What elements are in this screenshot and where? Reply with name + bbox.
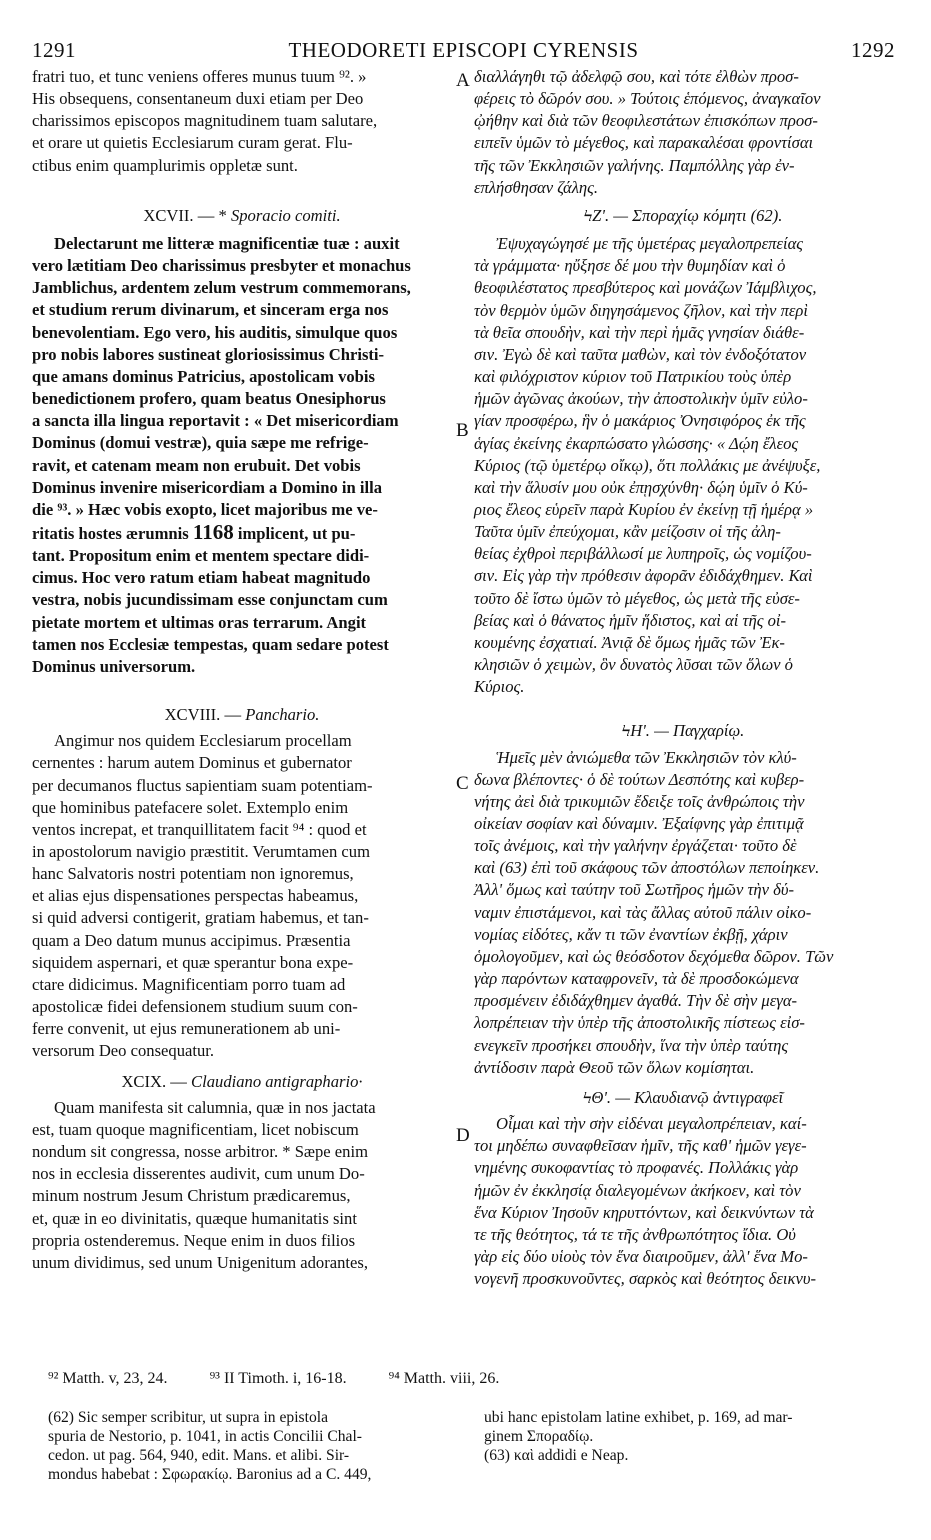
text-line: λοπρέπειαν τὴν ὑπὲρ τῆς ἀποστολικῆς πίστεως εἰσ-: [474, 1013, 805, 1033]
text-line: cernentes : harum autem Dominus et gubernator: [32, 753, 352, 773]
text-line: γὰρ εἰς δύο υἱοὺς τὸν ἕνα διαιροῦμεν, ἀλλ' ἕνα Μο-: [474, 1246, 808, 1266]
text-line: επλήσθησαν ζάλης.: [474, 177, 599, 197]
text-line: θεοφιλέστατος πρεσβύτερος καὶ μονάζων Ἰάμβλιχος,: [474, 278, 817, 298]
text-line: ειπεῖν ὑμῶν τὸ μέγεθος, καὶ παρακαλέσαι φροντίσαι: [474, 133, 814, 153]
text-line: et orare ut quietis Ecclesiarum curam gerat. Flu-: [32, 133, 353, 153]
text-line: ventos increpat, et tranquillitatem facit ⁹⁴ : quod et: [32, 819, 367, 839]
footnotes-left: [48, 1408, 454, 1484]
letter-97-heading-greek: ϞΖʹ. — Σποραχίῳ κόμητι (62).: [583, 205, 783, 225]
text-line: ἀντίδοσιν παρὰ Θεοῦ τῶν ὅλων κομίσηται.: [474, 1057, 755, 1077]
text-line: καὶ τὴν ἅλυσίν μου οὐκ ἐπῃσχύνθη· δῴη ὑμῖν ὁ Κύ-: [474, 477, 808, 497]
letter-98-latin: [32, 730, 452, 1062]
text-line: διαλλάγηθι τῷ ἀδελφῷ σου, καὶ τότε ἐλθὼν προσ-: [474, 67, 799, 86]
text-line: siquidem aspernari, et quæ sperantur bona expe-: [32, 952, 354, 972]
text-line: Angimur nos quidem Ecclesiarum procellam: [54, 731, 352, 751]
text-line: que hominibus patefacere solet. Extemplo enim: [32, 797, 349, 817]
text-segment: implicent, ut pu-: [237, 523, 356, 543]
heading-number: XCVII. — *: [143, 205, 227, 225]
text-line: vero lætitiam Deo charissimus presbyter et monachus: [32, 256, 411, 276]
latin-column: [32, 66, 452, 1274]
text-line: fratri tuo, et tunc veniens offeres munus tuum ⁹². »: [32, 67, 367, 86]
text-line: ferre convenit, ut ejus remunerationem ab uni-: [32, 1019, 341, 1039]
text-line: κλησιῶν ὁ χειμὼν, ὃν δυνατὸς λῦσαι τῶν ὅλων ὁ: [474, 655, 793, 675]
text-line: τε τῆς θεότητος, τά τε τῆς ἀνθρωπότητος ἴδια. Οὐ: [474, 1224, 796, 1244]
text-line: φέρεις τὸ δῶρόν σου. » Τούτοις ἑπόμενος, ἀναγκαῖον: [474, 89, 821, 109]
scripture-ref: ⁹⁴ Matth. viii, 26.: [388, 1370, 500, 1387]
text-line: a sancta illa lingua reportavit : « Det misericordiam: [32, 411, 399, 431]
text-line: οἰκείαν σοφίαν καὶ δύναμιν. Ἐξαίφνης γὰρ ἐπιτιμᾷ: [474, 814, 804, 833]
text-line: κουμένης ἐσχατιαί. Ἀνιᾷ δὲ ὅμως ἡμᾶς τῶν Ἐκ-: [474, 632, 785, 652]
footnotes-right: [484, 1408, 884, 1465]
text-line: γὰρ παρόντων καταφρονεῖν, τὰ δὲ προσδοκώμενα: [474, 969, 799, 989]
text-line: τὸν θερμὸν ὑμῶν διηγησάμενος ζῆλον, καὶ τὴν περὶ: [474, 300, 808, 320]
text-line: Quam manifesta sit calumnia, quæ in nos jactata: [54, 1097, 376, 1117]
text-line: ἡμῶν ἀγῶνας ἀκούων, τὴν ἀποστολικὴν ὑμῖν εὐλο-: [474, 389, 808, 409]
text-line: τοι μηδέπω συναφθεῖσαν ἡμῖν, τῆς καθ' ἡμῶν γεγε-: [474, 1136, 807, 1156]
text-line: versorum Deo consequatur.: [32, 1041, 215, 1061]
running-title: THEODORETI EPISCOPI CYRENSIS: [288, 38, 639, 62]
text-line: His obsequens, consentaneum duxi etiam per Deo: [32, 89, 364, 109]
letter-99-latin: [32, 1097, 452, 1274]
footnote-line: mondus habebat : Σφωρακίῳ. Baronius ad a C. 449,: [48, 1466, 372, 1483]
letter-98-heading-greek: ϞΗʹ. — Παγχαρίῳ.: [621, 721, 745, 741]
text-line: quam a Deo datum munus accipimus. Præsentia: [32, 930, 351, 950]
text-line: Dominus (domui vestræ), quia sæpe me refrige-: [32, 433, 369, 453]
text-line: νήτης ἀεὶ διὰ τρικυμιῶν ἔδειξε τοῖς ἀνθρώποις τὴν: [474, 791, 805, 811]
text-line: [32, 521, 452, 545]
margin-letter-d: D: [456, 1125, 470, 1146]
heading-number: XCIX. —: [121, 1071, 187, 1091]
text-line: pro nobis labores sustineat gloriosissimus Christi-: [32, 344, 385, 364]
text-line: pietate mortem et ultimas oras terrarum. Angit: [32, 612, 367, 632]
margin-letter-b: B: [456, 420, 469, 441]
text-line: ctare didicimus. Magnificentiam porro tuam ad: [32, 974, 346, 994]
heading-number: XCVIII. —: [164, 705, 242, 725]
text-line: Jamblichus, ardentem zelum vestrum commemorans,: [32, 278, 411, 298]
text-line: ἕνα Κύριον Ἰησοῦν κηρυττόντων, καὶ δεικνύντων τὰ: [474, 1202, 814, 1222]
text-line: apostolicæ fidei defensionem studium suum con-: [32, 997, 358, 1017]
text-line: νογενῆ προσκυνοῦντες, σαρκὸς καὶ θεότητος δεικνυ-: [474, 1269, 817, 1289]
heading-title: Claudiano antigraphario·: [191, 1071, 363, 1091]
text-line: Dominus invenire misericordiam a Domino in illa: [32, 477, 383, 497]
text-line: cimus. Hoc vero ratum etiam habeat magnitudo: [32, 568, 371, 588]
margin-letter-c: C: [456, 773, 469, 794]
footnote-line: cedon. ut pag. 564, 940, edit. Mans. et alibi. Sir-: [48, 1447, 350, 1464]
text-line: τὰ θεῖα σπουδὴν, καὶ τὴν περὶ ἡμᾶς γνησίαν διάθε-: [474, 322, 805, 342]
text-line: Κύριος.: [474, 677, 525, 697]
text-line: vestra, nobis jucundissimam esse conjunctam cum: [32, 590, 388, 610]
text-line: σιν. Εἰς γὰρ τὴν πρόθεσιν ἀφορᾶν ἐδιδάχθημεν. Καὶ: [474, 566, 813, 586]
footnote-line: (62) Sic semper scribitur, ut supra in epistola: [48, 1409, 329, 1426]
text-line: καὶ φιλόχριστον κύριον τοῦ Πατρικίου τοὺς ὑπὲρ: [474, 367, 792, 387]
text-line: καὶ (63) ἐπὶ τοῦ σκάφους τῶν ἀποστόλων πεποίηκεν.: [474, 858, 820, 878]
heading-title: Sporacio comiti.: [230, 205, 341, 225]
text-line: ctibus enim quamplurimis oppletæ sunt.: [32, 155, 298, 175]
text-line: νομίας εἰδότες, κἄν τι τῶν ἐναντίων ἐκβῇ, χάριν: [474, 924, 788, 944]
text-line: propria ostenderemus. Neque enim in duos filios: [32, 1230, 356, 1250]
latin-top-paragraph: [32, 66, 452, 177]
text-line: γίαν προσφέρω, ἣν ὁ μακάριος Ὀνησιφόρος ἐκ τῆς: [474, 411, 806, 431]
text-line: in apostolorum navigio præstitit. Verumtamen cum: [32, 842, 370, 861]
letter-99-greek: [474, 1113, 892, 1290]
text-line: ἡμῶν ἐν ἐκκλησίᾳ διαλεγομένων ἀκήκοεν, καὶ τὸν: [474, 1180, 801, 1200]
text-line: tant. Propositum enim et mentem spectare didi-: [32, 546, 370, 566]
text-line: Delectarunt me litteræ magnificentiæ tuæ : auxit: [54, 233, 400, 253]
text-line: benevolentiam. Ego vero, his auditis, simulque quos: [32, 322, 398, 342]
letter-98-heading-latin: [32, 704, 452, 726]
text-line: benedictionem profero, quam beatus Onesiphorus: [32, 389, 386, 409]
greek-top-paragraph: [474, 66, 892, 199]
footnote-line: (63) καὶ addidi e Neap.: [484, 1447, 629, 1464]
column-reference-number: 1168: [192, 519, 234, 544]
text-line: est, tuam quoque magnificentiam, licet nobiscum: [32, 1119, 359, 1139]
text-line: θείας ἐχθροὶ περιβάλλωσί με λυπηροῖς, ὡς νομίζου-: [474, 544, 812, 564]
heading-title: Panchario.: [245, 705, 320, 725]
text-line: die ⁹³. » Hæc vobis exopto, licet majoribus me ve-: [32, 499, 378, 519]
text-line: ὁμολογοῦμεν, καὶ ὡς θεόσδοτον δεχόμεθα δῶρον. Τῶν: [474, 946, 834, 966]
footnote-line: spuria de Nestorio, p. 1041, in actis Concilii Chal-: [48, 1428, 362, 1445]
text-line: Ταῦτα ὑμῖν ἐπεύχομαι, κἂν μείζοσιν οἱ τῆς ἀλη-: [474, 522, 781, 542]
scripture-ref: ⁹³ II Timoth. i, 16-18.: [209, 1370, 347, 1387]
text-line: ravit, et catenam meam non erubuit. Det vobis: [32, 455, 361, 475]
text-segment: ritatis hostes ærumnis: [32, 523, 189, 543]
scripture-references: [48, 1370, 888, 1388]
text-line: et, quæ in eo divinitatis, quæque humanitatis sint: [32, 1208, 357, 1228]
text-line: προσμένειν ἐδιδάχθημεν ἀγαθά. Τὴν δὲ σὴν μεγα-: [474, 991, 798, 1011]
letter-99-heading-latin: [32, 1071, 452, 1093]
text-line: ᾠήθην καὶ διὰ τῶν θεοφιλεστάτων ἐπισκόπων προσ-: [474, 111, 818, 131]
text-line: per decumanos fluctus sapientiam suam potentiam-: [32, 775, 373, 795]
text-line: Ἐψυχαγώγησέ με τῆς ὑμετέρας μεγαλοπρεπείας: [496, 234, 804, 254]
text-line: et studium rerum divinarum, et sinceram erga nos: [32, 300, 389, 320]
letter-97-heading-latin: [32, 205, 452, 227]
page-header: [32, 38, 895, 64]
text-line: Ἡμεῖς μὲν ἀνιώμεθα τῶν Ἐκκλησιῶν τὸν κλύ-: [496, 747, 797, 767]
greek-column: [474, 66, 892, 1290]
text-line: νημένης συκοφαντίας τὸ προφανές. Πολλάκις γὰρ: [474, 1158, 799, 1178]
text-line: Dominus universorum.: [32, 656, 196, 676]
text-line: nos in ecclesia disserentes audivit, cum unum Do-: [32, 1164, 365, 1184]
text-line: unum dividimus, sed unum Unigenitum adorantes,: [32, 1252, 368, 1272]
text-line: que amans dominus Patricius, apostolicam vobis: [32, 366, 375, 386]
text-line: ενεγκεῖν προσήκει σπουδὴν, ἵνα τὴν ὑπὲρ ταύτης: [474, 1035, 789, 1055]
text-line: τὰ γράμματα· ηὔξησε δέ μου τὴν θυμηδίαν καὶ ὁ: [474, 256, 786, 276]
text-line: δωνα βλέποντες· ὁ δὲ τούτων Δεσπότης καὶ κυβερ-: [474, 769, 805, 789]
text-line: ἁγίας ἐκείνης ἐκαρπώσατο γλώσσης· « Δῴη ἔλεος: [474, 433, 799, 453]
footnote-line: ubi hanc epistolam latine exhibet, p. 169, ad mar-: [484, 1409, 793, 1426]
letter-97-latin: [32, 233, 452, 678]
text-line: τοῦτο δὲ ἴστω ὑμῶν τὸ μέγεθος, ὡς μετὰ τῆς εὐσε-: [474, 588, 800, 608]
text-line: Οἶμαι καὶ τὴν σὴν εἰδέναι μεγαλοπρέπειαν, καί-: [496, 1114, 807, 1134]
text-line: et alias ejus dispensationes perspectas habeamus,: [32, 886, 359, 906]
text-line: σιν. Ἐγὼ δὲ καὶ ταῦτα μαθὼν, καὶ τὸν ἐνδοξότατον: [474, 344, 807, 364]
margin-letter-a: A: [456, 70, 470, 91]
text-line: Κύριος (τῷ ὑμετέρῳ οἴκῳ), ὅτι πολλάκις με ἀνέψυξε,: [474, 455, 821, 475]
text-line: τοῖς ἀνέμοις, καὶ τὴν γαλήνην ἐργάζεται· τοῦτο δὲ: [474, 836, 797, 856]
text-line: τῆς τῶν Ἐκκλησιῶν γαλήνης. Παμπόλλης γὰρ ἐν-: [474, 155, 795, 175]
text-line: Ἀλλ' ὅμως καὶ ταύτην τοῦ Σωτῆρος ἡμῶν τὴν δύ-: [474, 880, 795, 900]
letter-99-heading-greek: ϞΘʹ. — Κλαυδιανῷ ἀντιγραφεῖ: [582, 1087, 784, 1107]
text-line: tamen nos Ecclesiæ tempestas, quam sedare potest: [32, 634, 389, 654]
left-page-number: 1291: [32, 38, 76, 62]
text-line: ριος ἔλεος εὑρεῖν παρὰ Κυρίου ἐν ἐκείνῃ τῇ ἡμέρᾳ »: [474, 499, 814, 519]
text-line: hanc Salvatoris nostri potentiam non ignoremus,: [32, 864, 354, 884]
text-line: charissimos episcopos magnitudinem tuam salutare,: [32, 111, 378, 131]
letter-98-greek: [474, 747, 892, 1079]
text-line: minum nostrum Jesum Christum prædicaremus,: [32, 1186, 351, 1206]
scripture-ref: ⁹² Matth. v, 23, 24.: [48, 1370, 168, 1387]
text-line: nondum sit congressa, nosse arbitror. * Sæpe enim: [32, 1142, 368, 1162]
footnote-line: ginem Σποραδίῳ.: [484, 1428, 594, 1445]
right-page-number: 1292: [851, 38, 895, 62]
text-line: ναμιν ἐπιστάμενοι, καὶ τὰς ἄλλας αὐτοῦ πάλιν οἰκο-: [474, 902, 812, 922]
letter-97-greek: [474, 233, 892, 698]
text-line: si quid adversi contigerit, gratiam habemus, et tan-: [32, 908, 369, 928]
text-line: βείας καὶ ὁ θάνατος ἡμῖν ἥδιστος, καὶ αἱ τῆς οἰ-: [474, 610, 787, 630]
